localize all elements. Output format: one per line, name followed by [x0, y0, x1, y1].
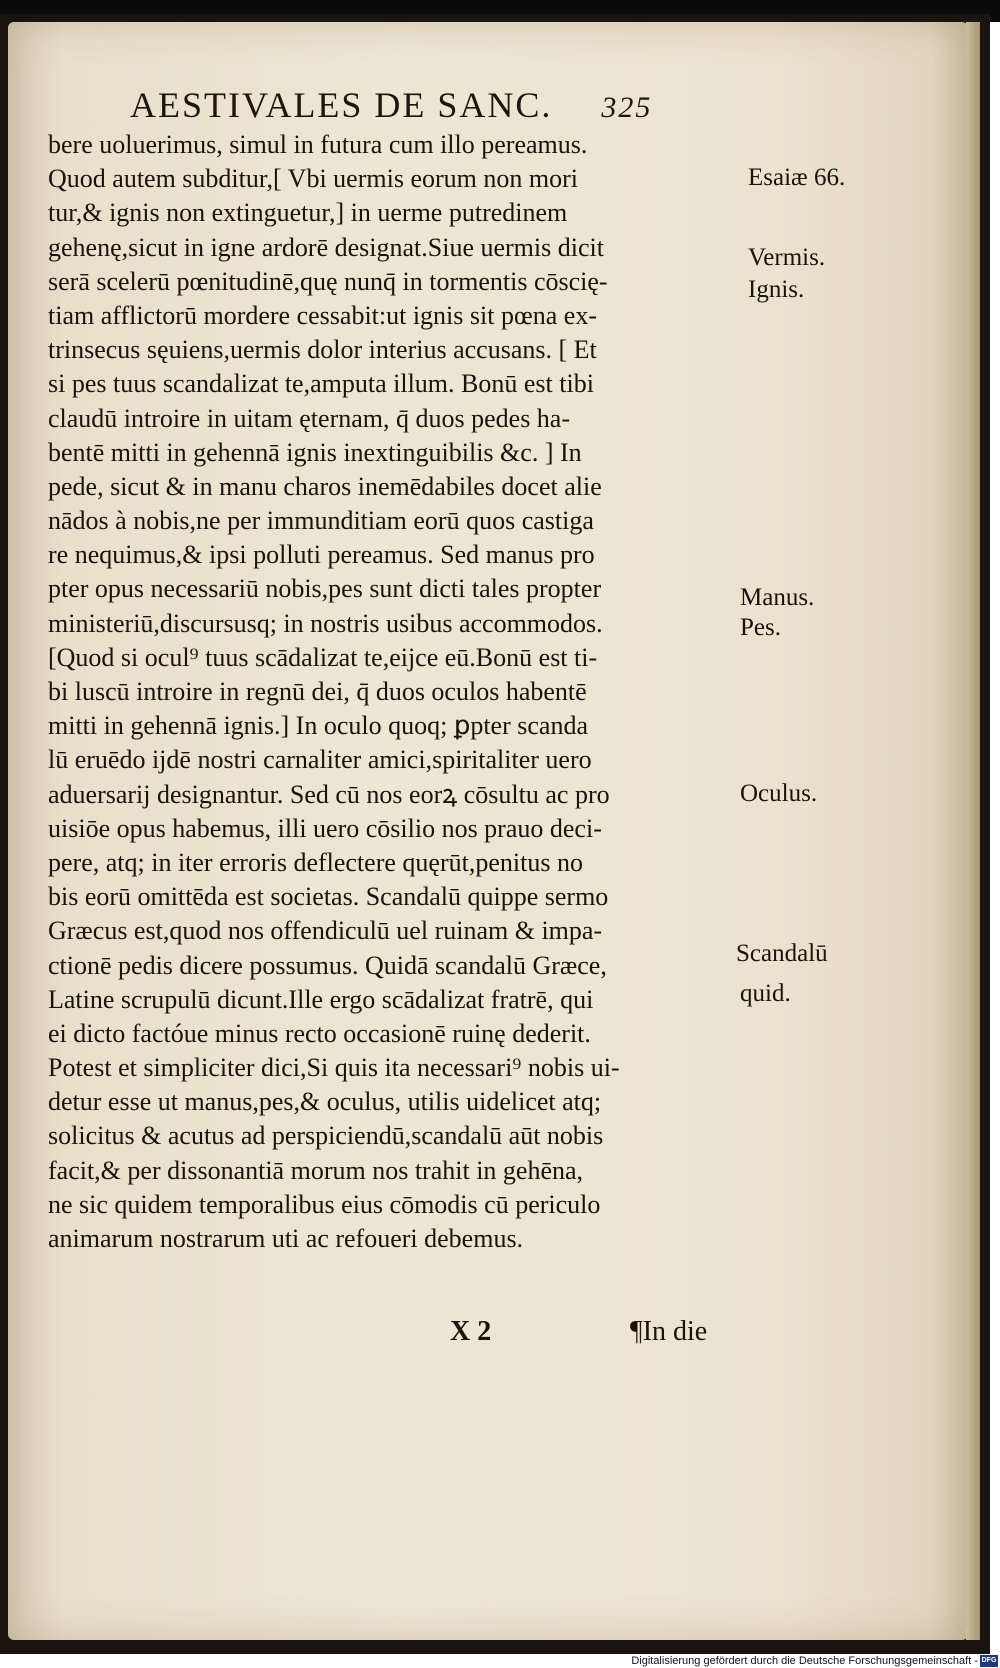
text-line: bere uoluerimus, simul in futura cum illo pereamus.: [48, 130, 588, 159]
text-line: pere, atq; in iter erroris deflectere quęrūt,penitus no: [48, 847, 583, 877]
text-line: Latine scrupulū dicunt.Ille ergo scādalizat fratrē, qui: [48, 984, 594, 1014]
text-line: aduersarij designantur. Sed cū nos eorꝝ cōsultu ac pro: [48, 779, 610, 809]
text-line: tur,& ignis non extinguetur,] in uerme putredinem: [48, 198, 568, 228]
text-line: bis eorū omittēda est societas. Scandalū quippe sermo: [48, 882, 609, 912]
text-line: detur esse ut manus,pes,& oculus, utilis uidelicet atq;: [48, 1087, 602, 1117]
text-line: uisiōe opus habemus, illi uero cōsilio nos prauo deci-: [48, 813, 602, 843]
text-line: re nequimus,& ipsi polluti pereamus. Sed manus pro: [48, 540, 595, 570]
text-line: animarum nostrarum uti ac refoueri debemus.: [48, 1224, 524, 1253]
text-line: lū eruēdo ijdē nostri carnaliter amici,spiritaliter uero: [48, 745, 592, 775]
text-line: claudū introire in uitam ęternam, q̄ duos pedes ha-: [48, 403, 571, 433]
margin-note-quid: quid.: [740, 980, 791, 1007]
margin-note-scandalum: Scandalū: [736, 940, 828, 967]
text-line: ei dicto factóue minus recto occasionē ruinę dederit.: [48, 1018, 591, 1048]
signature-mark: X 2: [450, 1316, 492, 1347]
text-line: facit,& per dissonantiā morum nos trahit in gehēna,: [48, 1155, 584, 1185]
text-line: ne sic quidem temporalibus eius cōmodis cū periculo: [48, 1189, 601, 1219]
text-line: solicitus & acutus ad perspiciendū,scandalū aūt nobis: [48, 1121, 604, 1151]
text-line: mitti in gehennā ignis.] In oculo quoq; ꝑpter scanda: [48, 711, 588, 741]
margin-note-esaiae: Esaiæ 66.: [748, 164, 846, 191]
text-line: pede, sicut & in manu charos inemēdabiles docet alie: [48, 471, 602, 501]
margin-note-oculus: Oculus.: [740, 780, 818, 807]
page-number: 325: [601, 91, 653, 124]
text-line: trinsecus sęuiens,uermis dolor interius accusans. [ Et: [48, 335, 597, 365]
margin-note-manus: Manus.: [740, 584, 815, 611]
digitization-credit: Digitalisierung gefördert durch die Deutsche Forschungsgemeinschaft -: [631, 1655, 978, 1667]
text-line: serā scelerū pœnitudinē,quę nunq̄ in tormentis cōscię-: [48, 266, 608, 296]
text-line: [Quod si ocul⁹ tuus scādalizat te,eijce eū.Bonū est ti-: [48, 642, 598, 672]
text-line: gehenę,sicut in igne ardorē designat.Siue uermis dicit: [48, 232, 604, 262]
margin-note-pes: Pes.: [740, 614, 781, 641]
text-line: nādos à nobis,ne per immunditiam eorū quos castiga: [48, 506, 594, 536]
text-line: tiam afflictorū mordere cessabit:ut ignis sit pœna ex-: [48, 300, 597, 330]
margin-note-ignis: Ignis.: [748, 276, 805, 303]
text-line: bi luscū introire in regnū dei, q̄ duos oculos habentē: [48, 677, 587, 706]
text-line: Potest et simpliciter dici,Si quis ita necessari⁹ nobis ui-: [48, 1053, 620, 1083]
text-line: pter opus necessariū nobis,pes sunt dicti tales propter: [48, 574, 602, 604]
text-line: Quod autem subditur,[ Vbi uermis eorum non mori: [48, 164, 578, 194]
catchword: ¶In die: [630, 1316, 708, 1347]
running-head-title: AESTIVALES DE SANC.: [130, 85, 553, 125]
running-head: [130, 84, 830, 126]
text-line: ministeriū,discursusq; in nostris usibus accommodos.: [48, 608, 603, 638]
page-edge: [966, 22, 980, 1640]
text-line: ctionē pedis dicere possumus. Quidā scandalū Græce,: [48, 950, 607, 980]
dfg-logo: DFG: [980, 1655, 998, 1667]
text-line: bentē mitti in gehennā ignis inextinguibilis &c. ] In: [48, 437, 582, 467]
body-text-block: [48, 128, 738, 1256]
margin-note-vermis: Vermis.: [748, 244, 826, 271]
text-line: si pes tuus scandalizat te,amputa illum. Bonū est tibi: [48, 369, 594, 399]
text-line: Græcus est,quod nos offendiculū uel ruinam & impa-: [48, 916, 603, 946]
